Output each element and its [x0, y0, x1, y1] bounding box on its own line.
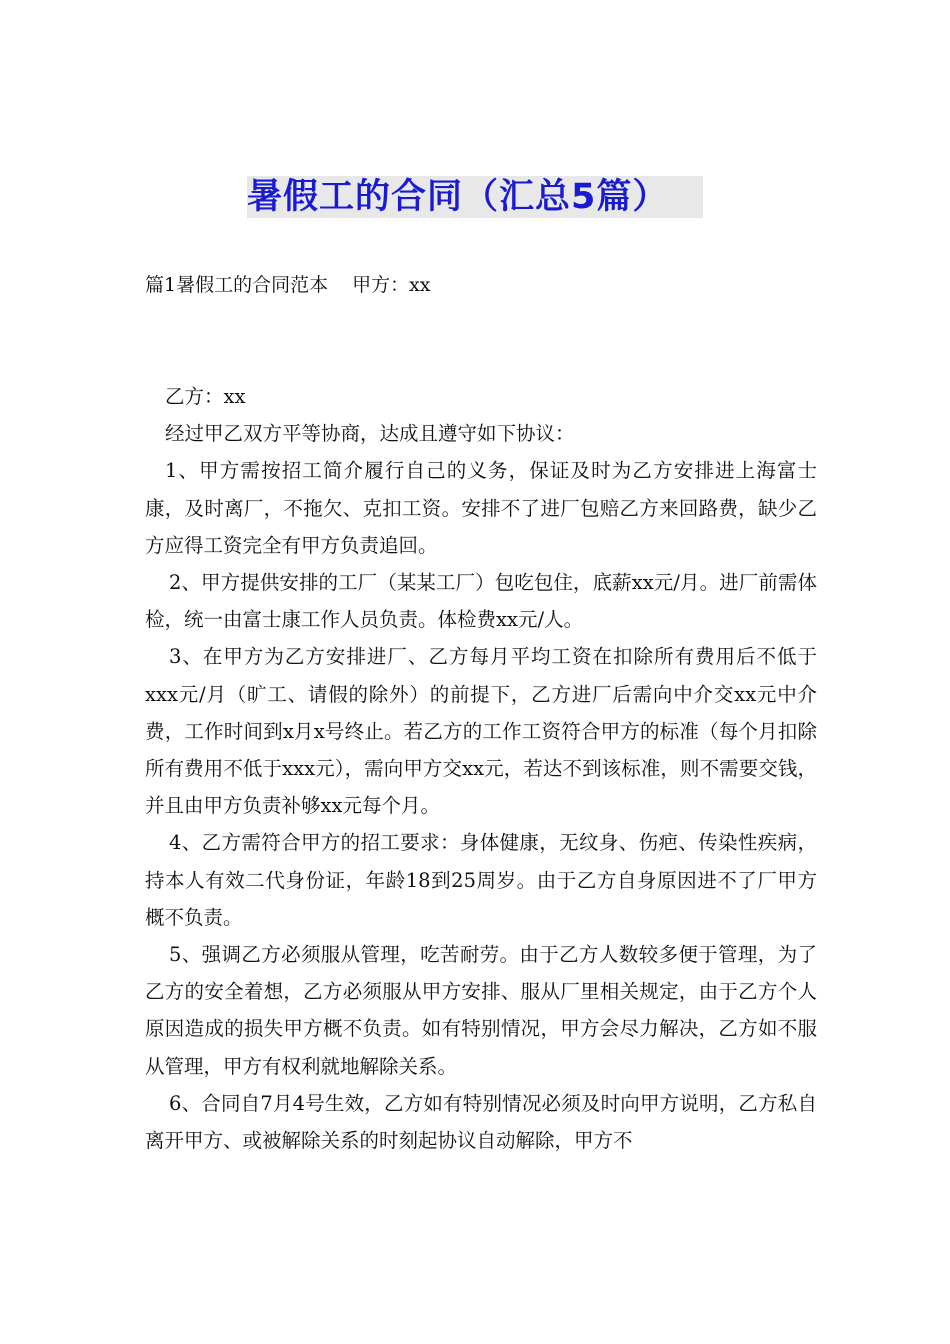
document-title: 暑假工的合同（汇总5篇）: [247, 176, 703, 218]
clause-1: 1、甲方需按招工简介履行自己的义务，保证及时为乙方安排进上海富士康，及时离厂，不拖欠、克扣工资。安排不了进厂包赔乙方来回路费，缺少乙方应得工资完全有甲方负责追回。: [145, 459, 817, 557]
party-b-line: 乙方：xx: [165, 385, 246, 408]
clause-6: 6、合同自7月4号生效，乙方如有特别情况必须及时向甲方说明，乙方私自离开甲方、或被解除关系的时刻起协议自动解除，甲方不: [145, 1091, 817, 1153]
party-a-label: 甲方：xx: [352, 274, 431, 296]
section-part-label: 篇1暑假工的合同范本: [145, 274, 329, 296]
clause-3: 3、在甲方为乙方安排进厂、乙方每月平均工资在扣除所有费用后不低于xxx元/月（旷工、请假的除外）的前提下，乙方进厂后需向中介交xx元中介费，工作时间到x月x号终止。若乙方的工作工资符合甲方的标准（每个月扣除所有费用不低于xxx元），需向甲方交xx元，若达不到该标准，则不需要交钱，并且由甲方负责补够xx元每个月。: [145, 645, 817, 818]
section-heading: [145, 270, 431, 300]
contract-body: [145, 378, 817, 1159]
clause-2: 2、甲方提供安排的工厂（某某工厂）包吃包住，底薪xx元/月。进厂前需体检，统一由富士康工作人员负责。体检费xx元/人。: [145, 571, 817, 632]
clause-5: 5、强调乙方必须服从管理，吃苦耐劳。由于乙方人数较多便于管理，为了乙方的安全着想，乙方必须服从甲方安排、服从厂里相关规定，由于乙方个人原因造成的损失甲方概不负责。如有特别情况，甲方会尽力解决，乙方如不服从管理，甲方有权利就地解除关系。: [145, 943, 817, 1078]
clause-4: 4、乙方需符合甲方的招工要求：身体健康，无纹身、伤疤、传染性疾病，持本人有效二代身份证，年龄18到25周岁。由于乙方自身原因进不了厂甲方概不负责。: [145, 831, 817, 929]
agreement-intro: 经过甲乙双方平等协商，达成且遵守如下协议：: [165, 422, 575, 446]
